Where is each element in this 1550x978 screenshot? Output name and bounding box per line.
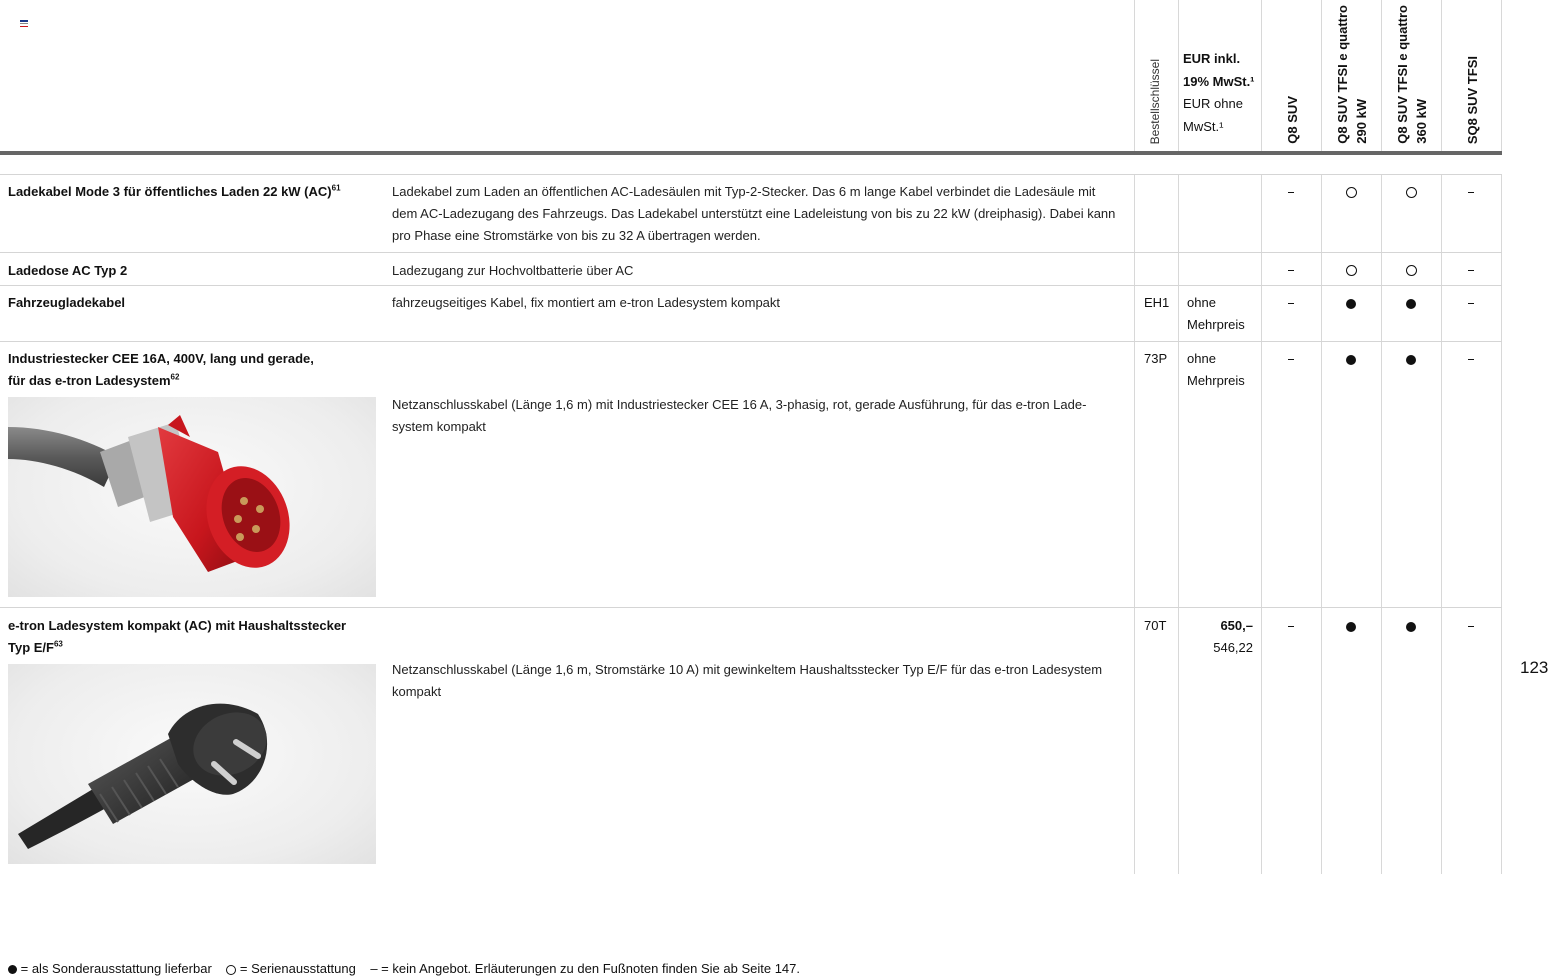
header-price-net-line1: EUR ohne bbox=[1183, 96, 1243, 111]
legend bbox=[8, 961, 800, 976]
header-model-label: Q8 SUV TFSI e quattro 290 kW bbox=[1335, 5, 1369, 144]
row-separator bbox=[0, 285, 1502, 286]
availability-dash bbox=[1441, 259, 1501, 281]
row-description: Netzanschlusskabel (Länge 1,6 m) mit Industriestecker CEE 16 A, 3-phasig, rot, gerade Ausführung, für das e-tron Lade- system kompakt bbox=[392, 397, 1087, 434]
availability-dash bbox=[1261, 348, 1321, 370]
price: ohne Mehrpreis bbox=[1187, 295, 1245, 332]
availability-dash bbox=[1261, 615, 1321, 637]
availability-ring bbox=[1381, 259, 1441, 281]
header-model-label: Q8 SUV TFSI e quattro 360 kW bbox=[1395, 5, 1429, 144]
row-description: fahrzeugseitiges Kabel, fix montiert am e-tron Ladesystem kompakt bbox=[392, 295, 781, 310]
availability-dot bbox=[1321, 292, 1381, 314]
price-net: 546,22 bbox=[1213, 640, 1253, 655]
row-name: Industriestecker CEE 16A, 400V, lang und gerade, für das e-tron Ladesystem$^{62}$ bbox=[8, 351, 314, 388]
availability-dash bbox=[1441, 615, 1501, 637]
column-divider bbox=[1501, 0, 1502, 152]
ring-icon bbox=[226, 965, 236, 975]
availability-dot bbox=[1381, 615, 1441, 637]
column-divider bbox=[1501, 174, 1502, 874]
availability-dash bbox=[1441, 292, 1501, 314]
column-divider bbox=[1178, 174, 1179, 874]
household-plug-illustration bbox=[8, 664, 376, 864]
legend-standard: = Serienausstattung bbox=[239, 961, 356, 976]
header-rule bbox=[0, 151, 1502, 155]
header-price-net-line2: MwSt.¹ bbox=[1183, 118, 1224, 134]
availability-dash bbox=[1261, 259, 1321, 281]
availability-ring bbox=[1381, 181, 1441, 203]
row-separator bbox=[0, 341, 1502, 342]
row-name: e-tron Ladesystem kompakt (AC) mit Haushaltsstecker Typ $E/F^{63}$ bbox=[8, 618, 347, 655]
availability-dot bbox=[1381, 348, 1441, 370]
header-model-q8-suv bbox=[1261, 0, 1321, 152]
legend-special: = als Sonderausstattung lieferbar bbox=[20, 961, 212, 976]
row-name: Ladedose AC Typ 2 bbox=[8, 263, 128, 278]
legend-none: = kein Angebot. Erläuterungen zu den Fußnoten finden Sie ab Seite 147. bbox=[381, 961, 801, 976]
cee-plug-image bbox=[8, 397, 376, 597]
availability-dot bbox=[1381, 292, 1441, 314]
row-description: Ladekabel zum Laden an öffentlichen AC-Ladesäulen mit Typ-2-Stecker. Das 6 m lange Kabel verbindet die Ladesäule mit dem AC-Ladezugang des Fahrzeugs. Das Ladekabel unterstützt eine Ladeleistung von bis zu 22 kW (dreiphasig). Dabei kann pro Phase eine Stromstärke von bis zu 32 A übertragen werden. bbox=[392, 184, 1116, 243]
header-bestellschluessel bbox=[1134, 0, 1178, 152]
industrial-plug-illustration bbox=[8, 397, 376, 597]
row-description: Ladezugang zur Hochvoltbatterie über AC bbox=[392, 263, 634, 278]
header-model-label: Q8 SUV bbox=[1285, 96, 1300, 144]
page-number: 123 bbox=[1520, 658, 1549, 677]
row-name: Fahrzeugladekabel bbox=[8, 295, 126, 310]
availability-dot bbox=[1321, 348, 1381, 370]
row-separator bbox=[0, 607, 1502, 608]
header-model-q8-tfsie-290 bbox=[1321, 0, 1381, 152]
header-price-gross-line2: 19% MwSt.¹ bbox=[1183, 73, 1255, 89]
header-model-sq8-tfsi bbox=[1441, 0, 1501, 152]
availability-ring bbox=[1321, 259, 1381, 281]
header-price-gross-line1: EUR inkl. bbox=[1183, 51, 1241, 66]
column-divider bbox=[1134, 174, 1135, 874]
availability-dash bbox=[1261, 292, 1321, 314]
availability-dash bbox=[1261, 181, 1321, 203]
row-name: Ladekabel Mode 3 für öffentliches Laden 22 kW (AC)$^{61}$ bbox=[8, 183, 341, 199]
order-code: 73P bbox=[1144, 351, 1168, 366]
price bbox=[1187, 615, 1253, 659]
price: ohne Mehrpreis bbox=[1187, 351, 1245, 388]
filled-dot-icon bbox=[8, 965, 17, 974]
dash-icon: – bbox=[370, 961, 378, 976]
availability-dash bbox=[1441, 181, 1501, 203]
price-gross: 650,– bbox=[1220, 618, 1253, 633]
availability-dot bbox=[1321, 615, 1381, 637]
header-model-q8-tfsie-360 bbox=[1381, 0, 1441, 152]
order-code: 70T bbox=[1144, 618, 1167, 633]
header-model-label: SQ8 SUV TFSI bbox=[1465, 55, 1480, 144]
availability-ring bbox=[1321, 181, 1381, 203]
column-divider bbox=[1178, 0, 1179, 152]
menu-icon[interactable] bbox=[20, 20, 28, 27]
header-order-key-label: Bestellschlüssel bbox=[1148, 58, 1162, 144]
header-price bbox=[1183, 48, 1255, 138]
order-code: EH1 bbox=[1144, 295, 1170, 310]
row-separator bbox=[0, 174, 1502, 175]
row-separator bbox=[0, 252, 1502, 253]
household-plug-image bbox=[8, 664, 376, 864]
availability-dash bbox=[1441, 348, 1501, 370]
row-description: Netzanschlusskabel (Länge 1,6 m, Stromstärke 10 A) mit gewinkeltem Haushaltsstecker Typ E/F für das e-tron Ladesystem kompakt bbox=[392, 662, 1103, 699]
